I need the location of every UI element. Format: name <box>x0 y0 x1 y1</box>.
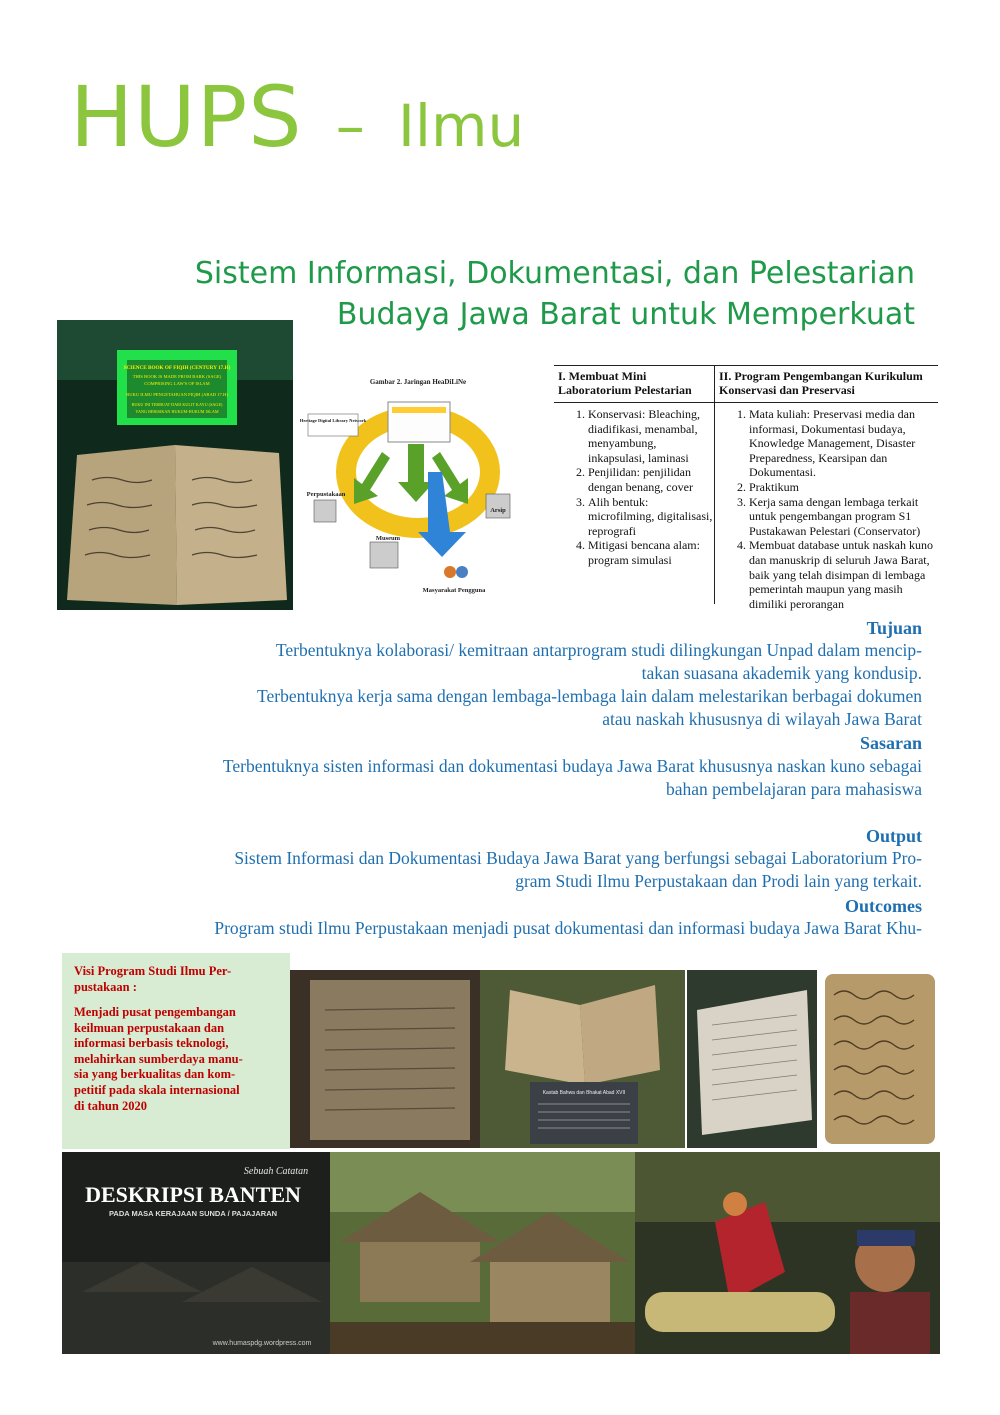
wayang-performance-photo <box>635 1152 940 1354</box>
title-sub: Ilmu <box>397 92 525 160</box>
title-separator: – <box>335 92 365 160</box>
title-main: HUPS <box>70 68 303 166</box>
sign-line-5: BUKU INI TERBUAT DARI KULIT KAYU (SAGE) <box>131 402 223 407</box>
outcomes-heading: Outcomes <box>845 896 922 916</box>
table-list-item: 3. Alih bentuk: microfilming, digitalisasi, reprografi <box>588 495 714 539</box>
headiline-diagram <box>300 372 538 612</box>
output-line-2: gram Studi Ilmu Perpustakaan dan Prodi lain yang terkait. <box>515 871 922 891</box>
table-list-item: 1. Konservasi: Bleaching, diadifikasi, menambal, menyambung, inkapsulasi, laminasi <box>588 407 714 465</box>
table-column-2 <box>715 366 938 611</box>
node-arsip: Arsip <box>490 507 506 514</box>
visi-body-line: informasi berbasis teknologi, <box>74 1036 229 1051</box>
sign-line-2: THIS BOOK IS MADE FROM BARK (SAGE) <box>132 374 222 379</box>
manuscript-photo-3 <box>480 970 685 1148</box>
tujuan-line-3: Terbentuknya kerja sama dengan lembaga-lembaga lain dalam melestarikan berbagai dokumen <box>257 686 922 706</box>
sasaran-line-2: bahan pembelajaran para mahasiswa <box>665 779 922 799</box>
table-col1-head: I. Membuat Mini Laboratorium Pelestarian <box>554 366 714 403</box>
visi-title-line-2: pustakaan : <box>74 980 137 994</box>
traditional-village-photo <box>330 1152 635 1354</box>
table-list-item: 2. Penjilidan: penjilidan dengan benang, cover <box>588 465 714 494</box>
tujuan-line-1: Terbentuknya kolaborasi/ kemitraan antarprogram studi dilingkungan Unpad dalam mencip- <box>275 640 922 660</box>
output-body <box>82 847 922 893</box>
table-list-item: 4. Mitigasi bencana alam: program simulasi <box>588 538 714 567</box>
tujuan-line-2: takan suasana akademik yang kondusip. <box>641 663 922 683</box>
visi-body <box>62 995 290 1114</box>
visi-body-line: di tahun 2020 <box>74 1098 147 1113</box>
table-col2-list <box>715 407 938 611</box>
table-list-item: 1. Mata kuliah: Preservasi media dan informasi, Dokumentasi budaya, Knowledge Management, Disaster Preparedness, Kearsipan dan Dokumentasi. <box>749 407 938 480</box>
subtitle-line-2: Budaya Jawa Barat untuk Memperkuat <box>336 297 915 332</box>
node-museum: Museum <box>375 535 401 542</box>
visi-body-line: petitif pada skala internasional <box>74 1082 240 1097</box>
output-heading: Output <box>865 826 922 846</box>
table-list-item: 4. Membuat database untuk naskah kuno dan manuskrip di seluruh Jawa Barat, baik yang telah disimpan di lembaga pemerintah maupun yang masih dimiliki perorangan <box>749 538 938 611</box>
visi-box <box>62 953 290 1149</box>
page-title <box>70 68 524 166</box>
output-line-1: Sistem Informasi dan Dokumentasi Budaya Jawa Barat yang berfungsi sebagai Laboratorium Pro- <box>234 848 922 868</box>
table-list-item: 3. Kerja sama dengan lembaga terkait untuk pengembangan program S1 Pustakawan Pelestari (Conservator) <box>749 495 938 539</box>
lontar-manuscript-photo <box>819 970 939 1148</box>
manuscript-photo <box>57 320 293 610</box>
table-list-item: 2. Praktikum <box>749 480 938 495</box>
table-column-1 <box>554 366 715 604</box>
visi-body-line: Menjadi pusat pengembangan <box>74 1005 236 1019</box>
sign-line-4: BUKU ILMU PENGETAHUAN FIQIH (ABAD 17.H) <box>126 392 228 397</box>
manuscript-photo-4 <box>687 970 817 1148</box>
banten-footer-text: www.humaspdg.wordpress.com <box>212 1340 312 1347</box>
table-col2-head: II. Program Pengembangan Kurikulum Konservasi dan Preservasi <box>715 366 938 403</box>
program-table <box>554 365 938 611</box>
banten-poster <box>62 1152 330 1354</box>
visi-body-line: melahirkan sumberdaya manu- <box>74 1051 243 1066</box>
visi-title-line-1: Visi Program Studi Ilmu Per- <box>74 964 232 978</box>
visi-body-line: sia yang berkualitas dan kom- <box>74 1067 236 1082</box>
visi-title <box>62 953 290 995</box>
tujuan-body <box>82 639 922 731</box>
manuscript-photo-2 <box>290 970 480 1148</box>
node-masyarakat: Masyarakat Pengguna <box>422 587 486 594</box>
sasaran-line-1: Terbentuknya sisten informasi dan dokumentasi budaya Jawa Barat khususnya naskan kuno sebagai <box>222 756 922 776</box>
sasaran-body <box>82 755 922 801</box>
diagram-caption: Gambar 2. Jaringan HeaDiLiNe <box>369 378 467 386</box>
sign-line-3: COMPRISING LAW'S OF ISLAM <box>144 381 210 386</box>
sign-line-6: YANG BERISIKAN HUKUM-HUKUM ISLAM <box>135 409 219 414</box>
outcomes-line-1: Program studi Ilmu Perpustakaan menjadi pusat dokumentasi dan informasi budaya Jawa Barat Khu- <box>214 918 922 938</box>
subtitle-line-1: Sistem Informasi, Dokumentasi, dan Pelestarian <box>194 256 915 291</box>
outcomes-body <box>82 917 922 940</box>
visi-body-line: keilmuan perpustakaan dan <box>74 1020 225 1035</box>
sign-line-1: SCIENCE BOOK OF FIQIH (CENTURY 17.H) <box>123 365 231 371</box>
banten-top-text: Sebuah Catatan <box>243 1166 309 1177</box>
tujuan-line-4: atau naskah khususnya di wilayah Jawa Barat <box>602 709 922 729</box>
photo-label-title: Kastab Bahwa dan Bhakat Abad XVII <box>542 1090 626 1096</box>
sasaran-heading: Sasaran <box>859 733 922 753</box>
tujuan-heading: Tujuan <box>866 618 922 638</box>
banten-sub-text: PADA MASA KERAJAAN SUNDA / PAJAJARAN <box>108 1209 278 1218</box>
node-perpustakaan: Perpustakaan <box>306 491 346 498</box>
banten-main-text: DESKRIPSI BANTEN <box>85 1182 301 1207</box>
table-col1-list <box>554 407 714 568</box>
node-heritage: Heritage Digital Library Network <box>300 418 367 423</box>
